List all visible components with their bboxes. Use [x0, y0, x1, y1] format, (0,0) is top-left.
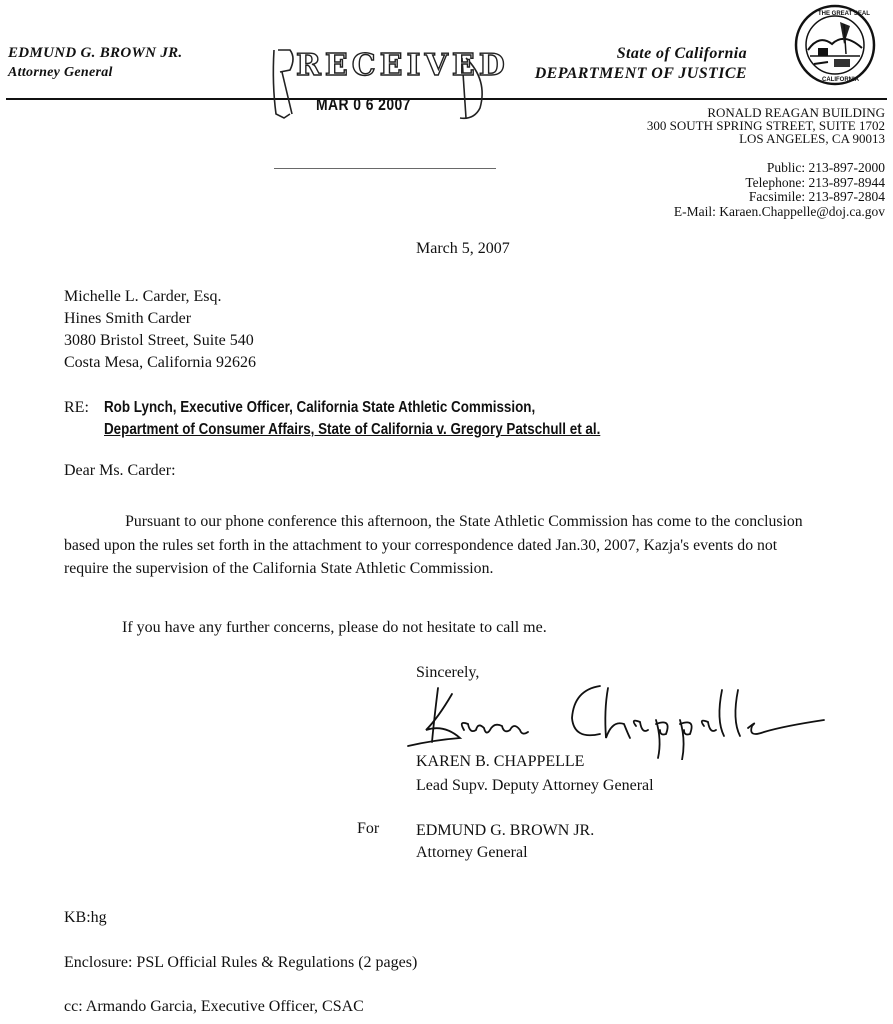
recipient-firm: Hines Smith Carder — [64, 310, 192, 327]
street-address: 300 SOUTH SPRING STREET, SUITE 1702 — [646, 118, 885, 133]
email-address: E-Mail: Karaen.Chappelle@doj.ca.gov — [673, 203, 885, 219]
for-block — [416, 820, 594, 864]
office-address — [647, 106, 885, 145]
re-line-2: Department of Consumer Affairs, State of California v. Gregory Patschull et al. — [104, 421, 601, 438]
state-name: State of California — [616, 45, 747, 62]
recipient-name: Michelle L. Carder, Esq. — [64, 288, 222, 305]
body-paragraph-1-text: Pursuant to our phone conference this afternoon, the State Athletic Commission has come to the conclusion based upon the rules set forth in the attachment to your correspondence dated Jan.30, 2007, Kazja's events do not require the supervision of the California State Athletic Commission. — [64, 513, 803, 577]
public-phone: Public: 213-897-2000 — [766, 160, 885, 175]
letterhead-right — [535, 44, 747, 84]
signer-name: KAREN B. CHAPPELLE — [416, 753, 585, 770]
telephone: Telephone: 213-897-8944 — [745, 174, 885, 190]
handwritten-signature — [404, 680, 844, 760]
contact-info — [674, 161, 885, 219]
letterhead-left — [8, 44, 182, 82]
salutation: Dear Ms. Carder: — [64, 462, 176, 479]
recipient-block — [64, 286, 256, 374]
re-label: RE: — [64, 399, 89, 416]
enclosure-note: Enclosure: PSL Official Rules & Regulations (2 pages) — [64, 954, 418, 971]
recipient-city: Costa Mesa, California 92626 — [64, 354, 256, 371]
svg-text:THE GREAT SEAL: THE GREAT SEAL — [818, 11, 870, 17]
for-label: For — [357, 820, 380, 837]
reference-initials: KB:hg — [64, 909, 107, 926]
svg-text:CALIFORNIA: CALIFORNIA — [822, 77, 859, 83]
re-line-1: Rob Lynch, Executive Officer, California State Athletic Commission, — [104, 399, 536, 416]
body-paragraph-2: If you have any further concerns, please do not hesitate to call me. — [122, 619, 547, 636]
received-stamp-word: RECEIVED — [296, 48, 509, 83]
received-stamp-date: MAR 0 6 2007 — [316, 95, 411, 114]
cc-note: cc: Armando Garcia, Executive Officer, CSAC — [64, 998, 364, 1015]
attorney-general-name: EDMUND G. BROWN JR. — [8, 45, 183, 61]
city-state-zip: LOS ANGELES, CA 90013 — [739, 131, 885, 146]
signer-block — [416, 750, 654, 798]
divider-line — [274, 168, 496, 169]
closing: Sincerely, — [416, 664, 480, 681]
for-title: Attorney General — [416, 844, 528, 861]
state-seal-icon — [794, 4, 876, 86]
signer-title: Lead Supv. Deputy Attorney General — [416, 777, 654, 794]
facsimile: Facsimile: 213-897-2804 — [748, 189, 885, 204]
body-paragraph-1 — [64, 510, 822, 581]
for-name: EDMUND G. BROWN JR. — [416, 822, 595, 839]
recipient-street: 3080 Bristol Street, Suite 540 — [64, 332, 254, 349]
department-name: DEPARTMENT OF JUSTICE — [534, 65, 747, 82]
re-subject — [104, 397, 600, 441]
attorney-general-title: Attorney General — [8, 65, 113, 80]
letter-date: March 5, 2007 — [416, 240, 510, 257]
building-name: RONALD REAGAN BUILDING — [707, 105, 885, 120]
